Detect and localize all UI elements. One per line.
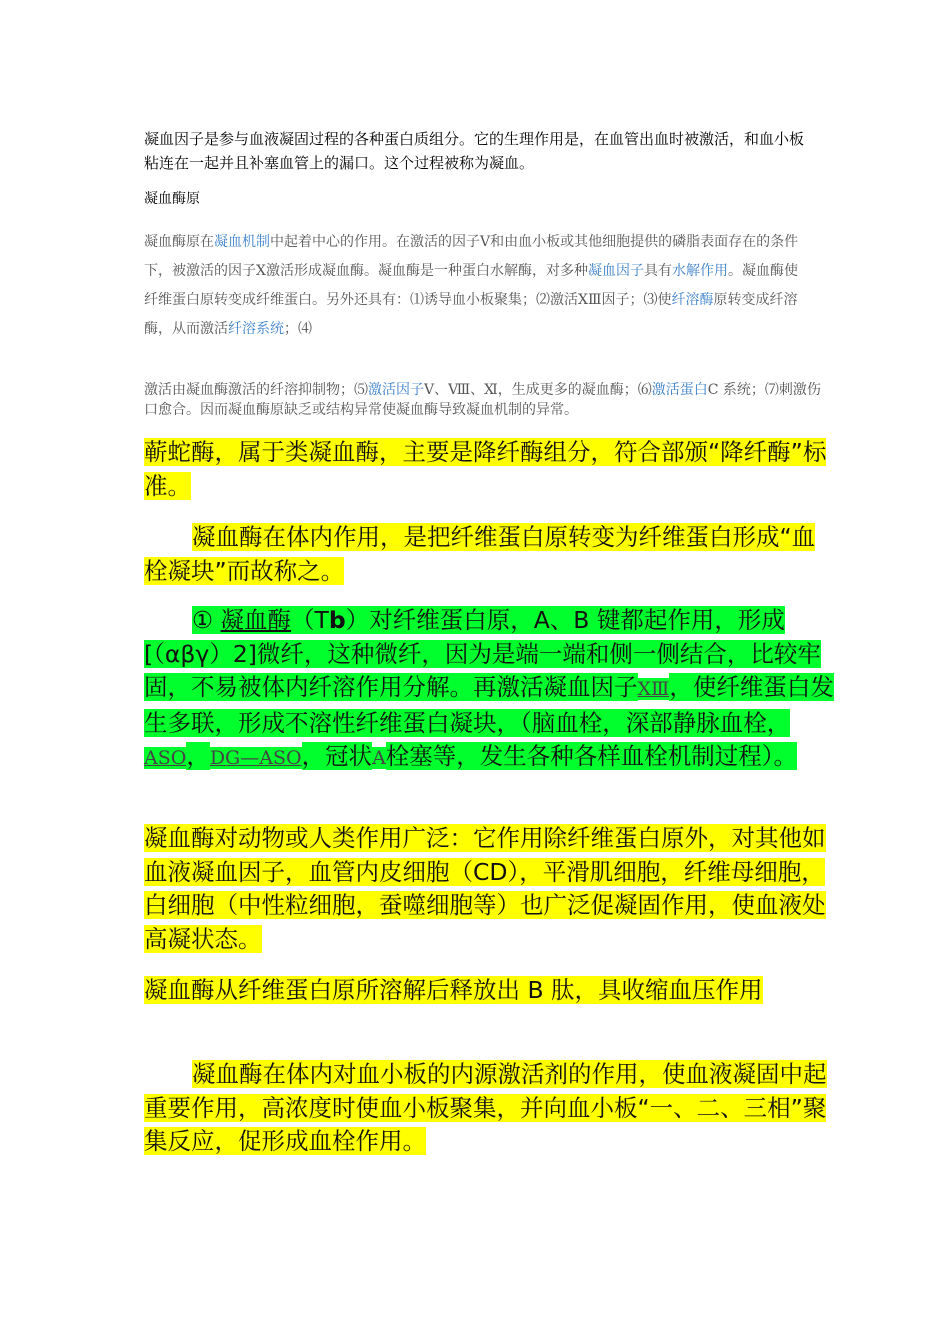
block3-aso: ASO [144,747,187,769]
link-activated-protein[interactable]: 激活蛋白 [651,382,708,398]
block2-text: 凝血酶在体内作用，是把纤维蛋白原转变为纤维蛋白形成“血栓凝块”而故称之。 [144,523,816,585]
block3-text-5: ）对纤维蛋白原，A、B 键都起作用，形成[（αβγ）2]微纤，这种微纤，因为是端一端和侧一侧结合，比较牢固，不易被体内纤溶作用分解。再激活凝血因子 [144,606,821,701]
block3-text-9: ， [186,742,210,770]
intro-paragraph [144,127,814,175]
highlight-block-4 [144,822,834,956]
para2-text-3: C 系统；⑺刺激伤口愈合。因而凝血酶原缺乏或结构异常使凝血酶导致凝血机制的异常。 [144,382,821,418]
block3-text-7: ，使纤维蛋白发生多联，形成不溶性纤维蛋白凝块，（脑血栓，深部静脉血栓， [144,673,834,737]
highlight-block-5 [144,974,834,1008]
block3-thrombin: 凝血酶 [220,606,292,634]
highlight-block-6 [144,1058,834,1159]
block3-text-13: 栓塞等，发生各种各样血栓机制过程）。 [385,742,798,770]
link-activation-factor[interactable]: 激活因子 [368,382,424,398]
link-fibrinolytic-system[interactable]: 纤溶系统 [228,321,284,337]
link-coagulation-factor[interactable]: 凝血因子 [587,263,644,279]
link-plasmin[interactable]: 纤溶酶 [671,292,714,308]
link-coagulation-mechanism[interactable]: 凝血机制 [214,234,270,250]
section-heading [144,189,200,209]
highlight-block-3 [144,604,834,776]
block3-b: b [328,606,346,634]
link-hydrolysis[interactable]: 水解作用 [671,263,728,279]
prothrombin-paragraph [144,228,804,344]
block4-text: 凝血酶对动物或人类作用广泛：它作用除纤维蛋白原外，对其他如血液凝血因子，血管内皮细胞（CD），平滑肌细胞，纤维母细胞，白细胞（中性粒细胞，蚕噬细胞等）也广泛促凝固作用，使血液处高凝状态。 [144,824,826,953]
block1-text: 蕲蛇酶，属于类凝血酶，主要是降纤酶组分，符合部颁“降纤酶”标准。 [144,438,827,500]
intro-text: 凝血因子是参与血液凝固过程的各种蛋白质组分。它的生理作用是，在血管出血时被激活，和血小板粘连在一起并且补塞血管上的漏口。这个过程被称为凝血。 [144,130,805,172]
block3-factor-xiii: ⅩⅢ [637,678,670,700]
block3-a: A [372,747,386,769]
highlight-block-1 [144,436,834,503]
block5-text: 凝血酶从纤维蛋白原所溶解后释放出 B 肽，具收缩血压作用 [144,976,763,1004]
para1-text-6: ；⑷ [284,321,312,337]
block6-text: 凝血酶在体内对血小板的内源激活剂的作用，使血液凝固中起重要作用，高浓度时使血小板聚集，并向血小板“一、二、三相”聚集反应，促形成血栓作用。 [144,1060,827,1155]
highlight-block-2 [144,521,834,588]
para1-text-3: 具有 [643,263,672,279]
para1-text-5: 原转变成纤溶酶，从而激活 [144,292,798,337]
para2-text-2: Ⅴ、Ⅷ、Ⅺ，生成更多的凝血酶；⑹ [424,382,652,398]
prothrombin-paragraph-continued [144,380,824,420]
para1-text-2: 中起着中心的作用。在激活的因子Ⅴ和由血小板或其他细胞提供的磷脂表面存在的条件下，被激活的因子Ⅹ激活形成凝血酶。凝血酶是一种蛋白水解酶，对多种 [144,234,799,279]
block3-text-3: （T [291,606,329,634]
block3-text-11: ，冠状 [301,742,373,770]
para1-text-4: 。凝血酶使纤维蛋白原转变成纤维蛋白。另外还具有：⑴诱导血小板聚集；⑵激活ⅩⅢ因子；⑶使 [144,263,798,308]
block3-text-1: ① [192,606,221,634]
para1-text-1: 凝血酶原在 [144,234,214,250]
block3-dg-aso: DG—ASO [209,747,302,769]
heading-text: 凝血酶原 [144,191,200,207]
para2-text-1: 激活由凝血酶激活的纤溶抑制物；⑸ [144,382,368,398]
